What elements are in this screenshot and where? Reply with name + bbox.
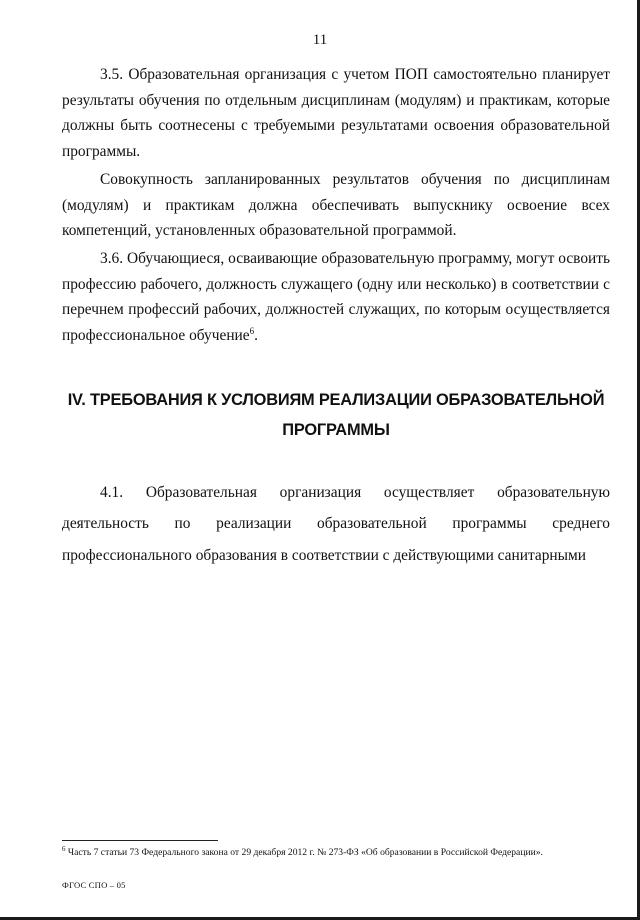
document-code: ФГОС СПО – 05 [62, 880, 126, 890]
paragraph-3-6 [62, 246, 610, 349]
paragraph-3-5: 3.5. Образовательная организация с учетом ПОП самостоятельно планирует результаты обучения по отдельным дисциплинам (модулям) и практикам, которые должны быть соотнесены с требуемыми результатами освоения образовательной программы. [62, 66, 610, 161]
paragraph-3-6-end: . [254, 327, 258, 345]
paragraph-3-5-continued: Совокупность запланированных результатов обучения по дисциплинам (модулям) и практикам должна обеспечивать выпускнику освоение всех компетенций, установленных образовательной программой. [62, 170, 610, 240]
footnote-reference: 6 [249, 325, 255, 336]
page-number: 11 [312, 32, 328, 48]
document-body [62, 62, 610, 571]
paragraph-3-6-text: 3.6. Обучающиеся, осваивающие образовательную программу, могут освоить профессию рабочего, должность служащего (одну или несколько) в соответствии с перечнем профессий рабочих, должностей служащих, по которым осуществляется профессиональное обучение [62, 249, 610, 345]
section-heading: IV. ТРЕБОВАНИЯ К УСЛОВИЯМ РЕАЛИЗАЦИИ ОБРАЗОВАТЕЛЬНОЙ ПРОГРАММЫ [67, 390, 605, 439]
paragraph-4-1: 4.1. Образовательная организация осуществляет образовательную деятельность по реализации образовательной программы среднего профессионального образования в соответствии с действующими санитарными [62, 483, 610, 564]
footnote-separator [62, 840, 218, 841]
footnote-text: Часть 7 статьи 73 Федерального закона от 29 декабря 2012 г. № 273-ФЗ «Об образовании в Российской Федерации». [65, 847, 543, 858]
footnote [62, 846, 622, 859]
footnote-mark: 6 [62, 844, 66, 853]
